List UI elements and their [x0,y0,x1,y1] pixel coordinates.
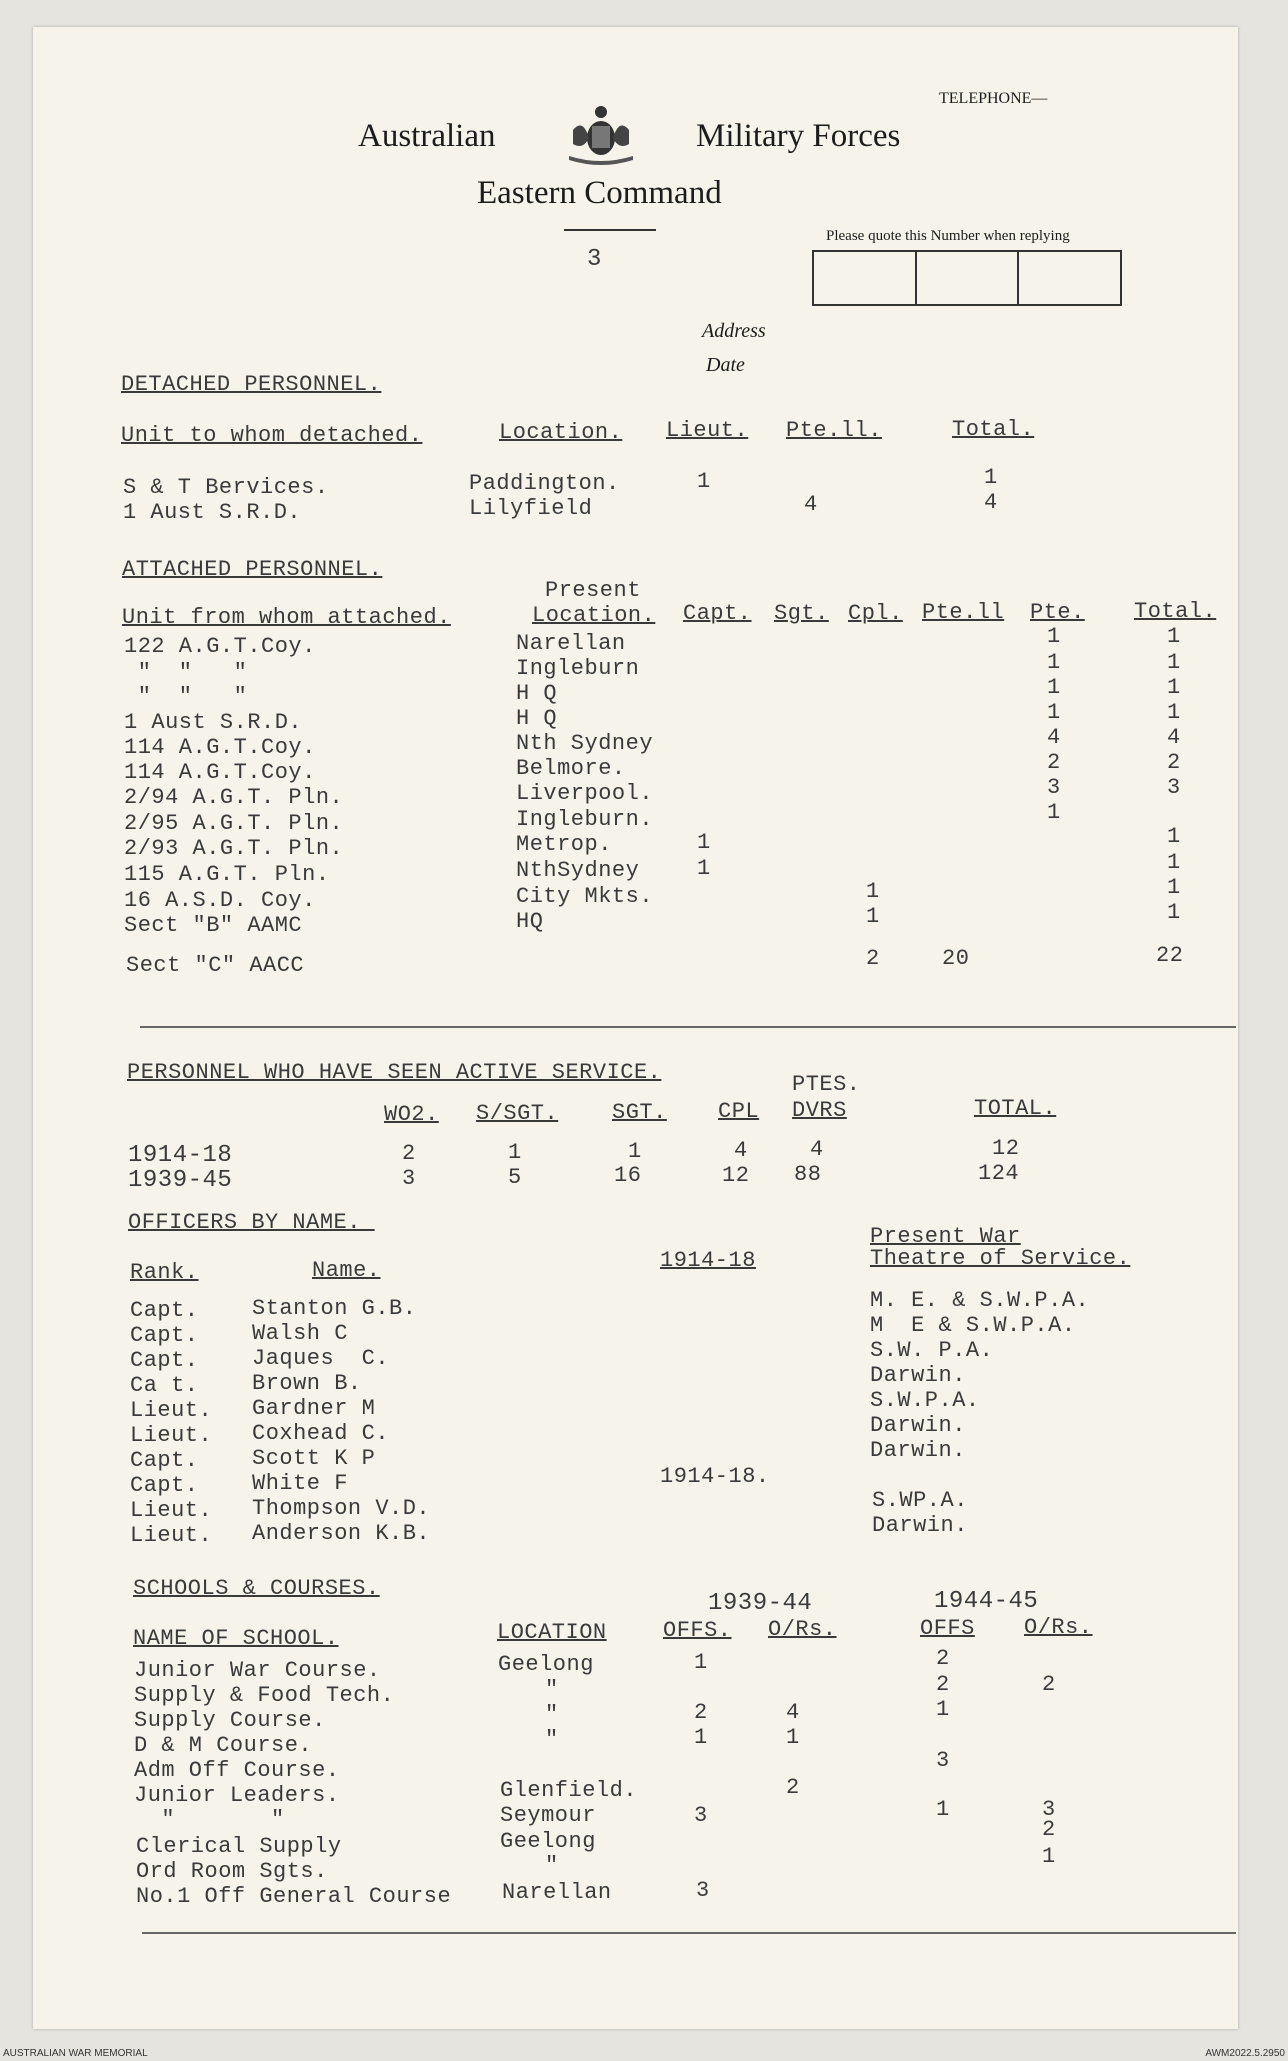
active-period: 1939-45 [128,1167,233,1194]
officer-name: Stanton G.B. [252,1296,417,1321]
officer-name: Coxhead C. [252,1421,390,1446]
letterhead-title-right: Military Forces [696,118,901,154]
officer-rank: Capt. [130,1348,199,1373]
attached-pte: 4 [1047,725,1061,750]
active-wo2: 2 [402,1141,416,1166]
schools-heading: SCHOOLS & COURSES. [133,1576,380,1601]
bottom-rule [142,1932,1236,1934]
attached-total: 1 [1167,900,1181,925]
school-name: Junior Leaders. [134,1783,340,1808]
school-name: " " [134,1807,285,1832]
attached-pte: 1 [1047,650,1061,675]
officer-theatre: Darwin. [870,1438,966,1463]
address-label: Address [702,320,766,342]
attached-total: 1 [1167,850,1181,875]
quote-number-label: Please quote this Number when replying [826,228,1070,244]
attached-pte: 1 [1047,624,1061,649]
officer-theatre: S.W. P.A. [870,1338,994,1363]
detached-pte: 4 [804,492,818,517]
attached-location: HQ [516,909,544,934]
attached-col-location: Location. [532,603,656,628]
officer-theatre: M E & S.W.P.A. [870,1313,1076,1338]
schools-col-ors2: O/Rs. [1024,1615,1093,1640]
school-location: Narellan [502,1880,612,1905]
school-name: No.1 Off General Course [136,1884,452,1909]
attached-capt: 1 [697,830,711,855]
attached-col-unit: Unit from whom attached. [122,605,451,630]
officer-rank: Lieut. [130,1423,213,1448]
school-location: " [545,1702,559,1727]
detached-unit: 1 Aust S.R.D. [123,500,302,525]
school-offs1: 3 [694,1803,708,1828]
section-divider [140,1026,1236,1028]
officer-name: Scott K P [252,1446,376,1471]
active-period: 1914-18 [128,1142,233,1169]
attached-unit: 114 A.G.T.Coy. [124,735,316,760]
officer-theatre: M. E. & S.W.P.A. [870,1288,1090,1313]
subtitle-rule [564,229,656,231]
school-offs1: 1 [694,1650,708,1675]
attached-pte: 2 [1047,750,1061,775]
officer-name: White F [252,1471,348,1496]
schools-col-offs2: OFFS [920,1616,975,1641]
attached-location: Nth Sydney [516,731,654,756]
officer-rank: Lieut. [130,1523,213,1548]
attached-cpl: 2 [866,946,880,971]
attached-location: City Mkts. [516,884,654,909]
attached-col-pte: Pte. [1030,600,1085,625]
officer-name: Gardner M [252,1396,376,1421]
active-dvrs: 88 [794,1162,822,1187]
active-sgt: 1 [628,1139,642,1164]
officer-rank: Capt. [130,1298,199,1323]
officer-theatre: Darwin. [870,1413,966,1438]
officer-name: Walsh C [252,1321,348,1346]
attached-location: H Q [516,706,558,731]
telephone-label: TELEPHONE— [939,90,1048,107]
attached-total: 1 [1167,824,1181,849]
schools-col-offs1: OFFS. [663,1618,732,1643]
detached-location: Paddington. [469,471,620,496]
school-ors2: 3 [1042,1797,1056,1822]
attached-total: 22 [1156,943,1184,968]
school-name: Supply & Food Tech. [134,1683,395,1708]
attached-unit: 2/93 A.G.T. Pln. [124,836,344,861]
officers-heading: OFFICERS BY NAME._ [128,1210,375,1235]
attached-pte: 1 [1047,700,1061,725]
attached-unit: 16 A.S.D. Coy. [124,888,316,913]
active-cpl: 4 [734,1138,748,1163]
attached-location: Ingleburn. [516,807,654,832]
attached-present-label: Present [545,578,641,603]
active-heading: PERSONNEL WHO HAVE SEEN ACTIVE SERVICE. [127,1060,662,1085]
school-name: Adm Off Course. [134,1758,340,1783]
detached-heading: DETACHED PERSONNEL. [121,372,382,397]
letterhead-subtitle: Eastern Command [477,175,722,211]
school-name: D & M Course. [134,1733,313,1758]
attached-col-sgt: Sgt. [774,601,829,626]
school-name: Clerical Supply [136,1834,342,1859]
attached-ptell: 20 [942,946,970,971]
active-total: 124 [978,1161,1020,1186]
school-ors1: 4 [786,1700,800,1725]
school-location: " [545,1677,559,1702]
school-offs2: 2 [936,1646,950,1671]
officer-name: Brown B. [252,1371,362,1396]
attached-col-capt: Capt. [683,601,752,626]
attached-cpl: 1 [866,879,880,904]
active-col-ssgt: S/SGT. [476,1101,559,1126]
date-label: Date [706,354,745,376]
attached-location: Liverpool. [516,781,654,806]
officer-name: Anderson K.B. [252,1521,431,1546]
officer-name: Thompson V.D. [252,1496,431,1521]
officer-theatre: S.W.P.A. [870,1388,980,1413]
school-offs2: 1 [936,1697,950,1722]
school-offs1: 1 [694,1725,708,1750]
active-total: 12 [992,1136,1020,1161]
attached-total: 4 [1167,725,1181,750]
attached-capt: 1 [697,856,711,881]
attached-heading: ATTACHED PERSONNEL. [122,557,383,582]
attached-unit: Sect "B" AAMC [124,913,303,938]
officers-col-1914: 1914-18 [660,1248,756,1273]
officers-col-theatre-1: Present War [870,1224,1021,1249]
school-location: " [545,1853,559,1878]
attached-cpl: 1 [866,904,880,929]
officer-theatre: Darwin. [872,1513,968,1538]
active-col-dvrs: DVRS [792,1098,847,1123]
officer-rank: Lieut. [130,1498,213,1523]
footer-institution: AUSTRALIAN WAR MEMORIAL [3,2048,148,2059]
school-location: Geelong [500,1829,596,1854]
schools-period-1: 1939-44 [708,1590,813,1617]
detached-col-total: Total. [952,417,1035,442]
attached-unit: Sect "C" AACC [126,953,305,978]
active-col-wo2: WO2. [384,1102,439,1127]
school-location: Glenfield. [500,1778,638,1803]
active-cpl: 12 [722,1163,750,1188]
detached-unit: S & T Bervices. [123,475,329,500]
attached-total: 2 [1167,750,1181,775]
attached-unit: 122 A.G.T.Coy. [124,634,316,659]
school-name: Junior War Course. [134,1658,381,1683]
officer-rank: Ca t. [130,1373,199,1398]
school-ors2: 2 [1042,1817,1056,1842]
attached-total: 1 [1167,624,1181,649]
attached-total: 1 [1167,700,1181,725]
schools-col-name: NAME OF SCHOOL. [133,1626,339,1651]
attached-col-total: Total. [1134,599,1217,624]
active-wo2: 3 [402,1166,416,1191]
attached-unit: " " " [124,660,248,685]
attached-location: Ingleburn [516,656,640,681]
attached-total: 1 [1167,875,1181,900]
coat-of-arms-icon [565,100,637,166]
attached-unit: 115 A.G.T. Pln. [124,862,330,887]
detached-location: Lilyfield [469,496,593,521]
attached-pte: 3 [1047,775,1061,800]
officer-name: Jaques C. [252,1346,390,1371]
detached-total: 1 [984,465,998,490]
officer-rank: Lieut. [130,1398,213,1423]
officers-col-theatre-2: Theatre of Service. [870,1246,1131,1271]
active-ssgt: 1 [508,1140,522,1165]
officer-1914: 1914-18. [660,1464,770,1489]
detached-total: 4 [984,490,998,515]
attached-col-cpl: Cpl. [848,601,903,626]
school-ors1: 2 [786,1775,800,1800]
school-ors2: 1 [1042,1844,1056,1869]
schools-col-location: LOCATION [497,1620,607,1645]
attached-location: Narellan [516,631,626,656]
officer-rank: Capt. [130,1473,199,1498]
page-number: 3 [587,246,602,273]
footer-accession-number: AWM2022.5.2950 [1205,2048,1285,2059]
school-ors2: 2 [1042,1672,1056,1697]
attached-total: 3 [1167,775,1181,800]
detached-col-location: Location. [499,420,623,445]
school-offs1: 2 [694,1700,708,1725]
active-col-cpl: CPL [718,1099,760,1124]
active-col-total: TOTAL. [974,1096,1057,1121]
attached-location: Belmore. [516,756,626,781]
attached-pte: 1 [1047,675,1061,700]
attached-location: H Q [516,681,558,706]
officer-rank: Capt. [130,1448,199,1473]
school-location: " [545,1727,559,1752]
school-location: Geelong [498,1652,594,1677]
school-name: Ord Room Sgts. [136,1859,328,1884]
attached-col-ptell: Pte.ll [922,600,1005,625]
school-location: Seymour [500,1803,596,1828]
attached-location: NthSydney [516,858,640,883]
attached-unit: " " " [124,684,248,709]
school-offs1: 3 [696,1878,710,1903]
school-offs2: 2 [936,1672,950,1697]
attached-unit: 114 A.G.T.Coy. [124,760,316,785]
active-dvrs: 4 [810,1137,824,1162]
attached-unit: 2/95 A.G.T. Pln. [124,811,344,836]
attached-unit: 2/94 A.G.T. Pln. [124,785,344,810]
attached-total: 1 [1167,650,1181,675]
detached-col-pte: Pte.ll. [786,418,882,443]
active-ssgt: 5 [508,1165,522,1190]
detached-lieut: 1 [697,469,711,494]
attached-unit: 1 Aust S.R.D. [124,710,303,735]
officers-col-name: Name. [312,1258,381,1283]
officer-theatre: S.WP.A. [872,1488,968,1513]
attached-location: Metrop. [516,832,612,857]
detached-col-unit: Unit to whom detached. [121,423,423,448]
reference-number-box [812,250,1122,306]
active-ptes-label: PTES. [792,1072,861,1097]
officers-col-rank: Rank. [130,1260,199,1285]
active-sgt: 16 [614,1163,642,1188]
officer-rank: Capt. [130,1323,199,1348]
active-col-sgt: SGT. [612,1100,667,1125]
schools-period-2: 1944-45 [934,1588,1039,1615]
school-offs2: 1 [936,1797,950,1822]
school-ors1: 1 [786,1725,800,1750]
letterhead-title-left: Australian [358,118,496,154]
attached-total: 1 [1167,675,1181,700]
officer-theatre: Darwin. [870,1363,966,1388]
school-offs2: 3 [936,1748,950,1773]
detached-col-lieut: Lieut. [666,418,749,443]
school-name: Supply Course. [134,1708,326,1733]
attached-pte: 1 [1047,800,1061,825]
schools-col-ors1: O/Rs. [768,1617,837,1642]
